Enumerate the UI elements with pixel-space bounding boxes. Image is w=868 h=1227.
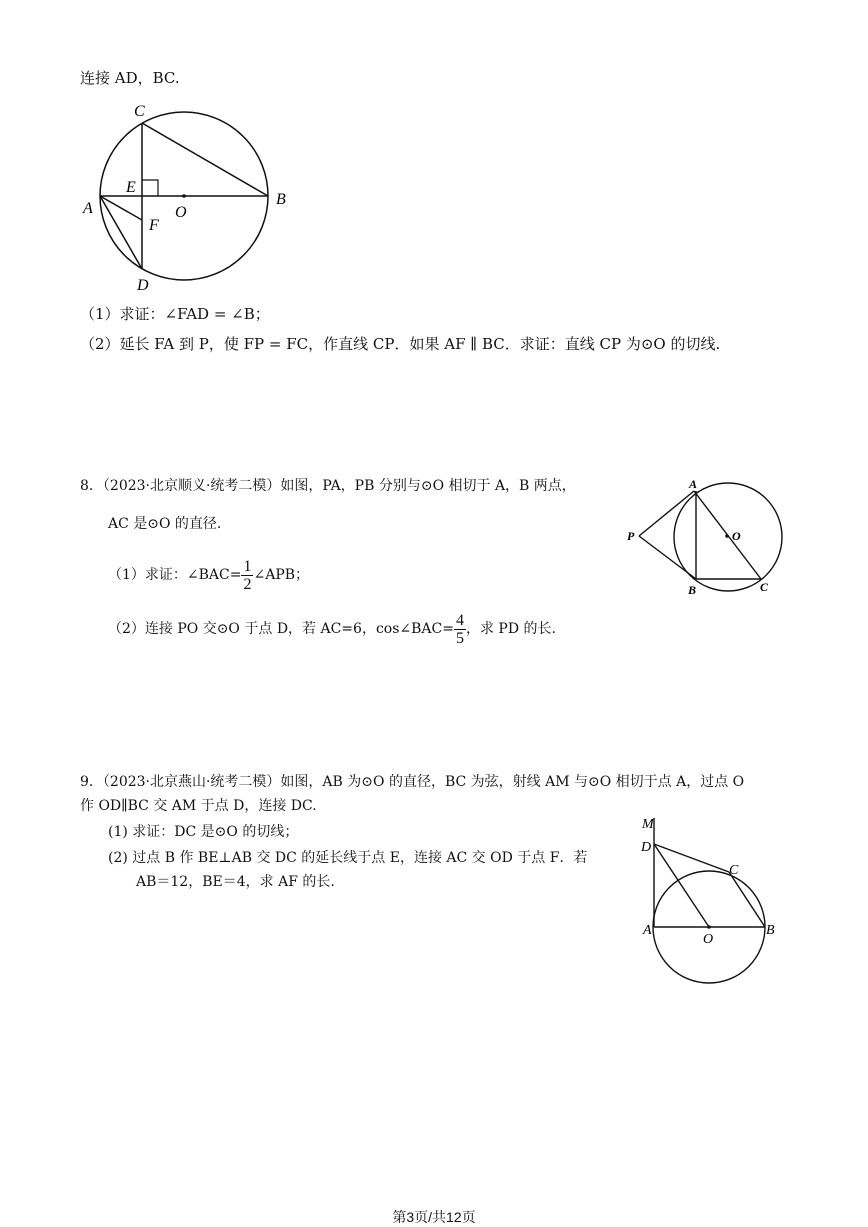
q9-center-dot: [707, 925, 711, 929]
q7-part2: （2）延长 FA 到 P，使 FP = FC，作直线 CP．如果 AF ∥ BC．求证：直线 CP 为⊙O 的切线.: [80, 335, 721, 353]
q9-label-a: A: [643, 923, 652, 938]
q7-label-f: F: [149, 217, 159, 234]
q7-center-dot: [182, 194, 186, 198]
q9-part2-line2: AB＝12，BE＝4，求 AF 的长.: [136, 874, 335, 890]
q8-part1-prefix: （1）求证：∠BAC=: [108, 567, 242, 583]
q8-stem-line1: 8．（2023·北京顺义·统考二模）如图，PA，PB 分别与⊙O 相切于 A，B 两点，: [80, 478, 576, 494]
q9-label-c: C: [729, 863, 739, 878]
q8-part2: [108, 610, 556, 648]
q9-chord-bc: [729, 872, 765, 927]
q8-part1-suffix: ∠APB；: [253, 567, 310, 583]
q7-label-e: E: [126, 179, 136, 196]
q8-fraction-half: [241, 558, 253, 593]
q8-part2-suffix: ，求 PD 的长.: [465, 621, 556, 637]
q7-label-a: A: [83, 200, 93, 217]
q9-label-o: O: [703, 932, 714, 947]
q8-part1: [108, 556, 309, 594]
q9-part2-line1: (2) 过点 B 作 BE⊥AB 交 DC 的延长线于点 E，连接 AC 交 OD 于点 F．若: [108, 850, 588, 866]
q9-segment-dc: [654, 844, 729, 872]
q8-frac2-den: 5: [455, 629, 464, 647]
q8-label-c: C: [760, 580, 769, 594]
q8-frac2-num: 4: [455, 611, 464, 629]
q7-label-d: D: [137, 277, 149, 294]
q7-right-angle-mark: [142, 180, 158, 196]
q9-segment-do: [654, 844, 709, 927]
q7-figure: [75, 100, 305, 300]
q8-part2-prefix: （2）连接 PO 交⊙O 于点 D，若 AC=6，cos∠BAC=: [108, 621, 454, 637]
q7-label-b: B: [276, 191, 286, 208]
page-footer: 第3页/共12页: [392, 1209, 476, 1225]
q8-figure: [620, 478, 800, 603]
q8-center-dot: [725, 534, 729, 538]
q7-intro: 连接 AD，BC.: [80, 69, 180, 87]
q7-segment-ad: [100, 196, 142, 269]
q8-label-o: O: [732, 529, 741, 543]
q9-stem-line2: 作 OD∥BC 交 AM 于点 D，连接 DC.: [80, 798, 317, 814]
q7-part1: （1）求证：∠FAD = ∠B；: [80, 305, 270, 323]
q9-part1: (1) 求证：DC 是⊙O 的切线；: [108, 824, 299, 840]
q8-label-p: P: [627, 529, 635, 543]
q8-tangent-pa: [639, 491, 694, 536]
q8-stem-line2: AC 是⊙O 的直径.: [108, 516, 222, 532]
q8-frac1-num: 1: [243, 557, 252, 575]
q7-label-c: C: [134, 103, 145, 120]
q8-tangent-pb: [639, 536, 696, 579]
q9-stem-line1: 9．（2023·北京燕山·统考二模）如图，AB 为⊙O 的直径，BC 为弦，射线 AM 与⊙O 相切于点 A，过点 O: [80, 774, 745, 790]
q7-label-o: O: [175, 204, 187, 221]
q7-segment-cb: [142, 123, 268, 196]
q9-label-m: M: [642, 817, 654, 832]
q8-fraction-four-fifths: [454, 612, 466, 647]
q8-label-a: A: [689, 478, 698, 491]
q9-label-b: B: [766, 923, 775, 938]
q9-figure: [635, 810, 785, 990]
q8-frac1-den: 2: [243, 575, 252, 593]
q8-label-b: B: [688, 583, 697, 597]
q9-label-d: D: [641, 840, 652, 855]
